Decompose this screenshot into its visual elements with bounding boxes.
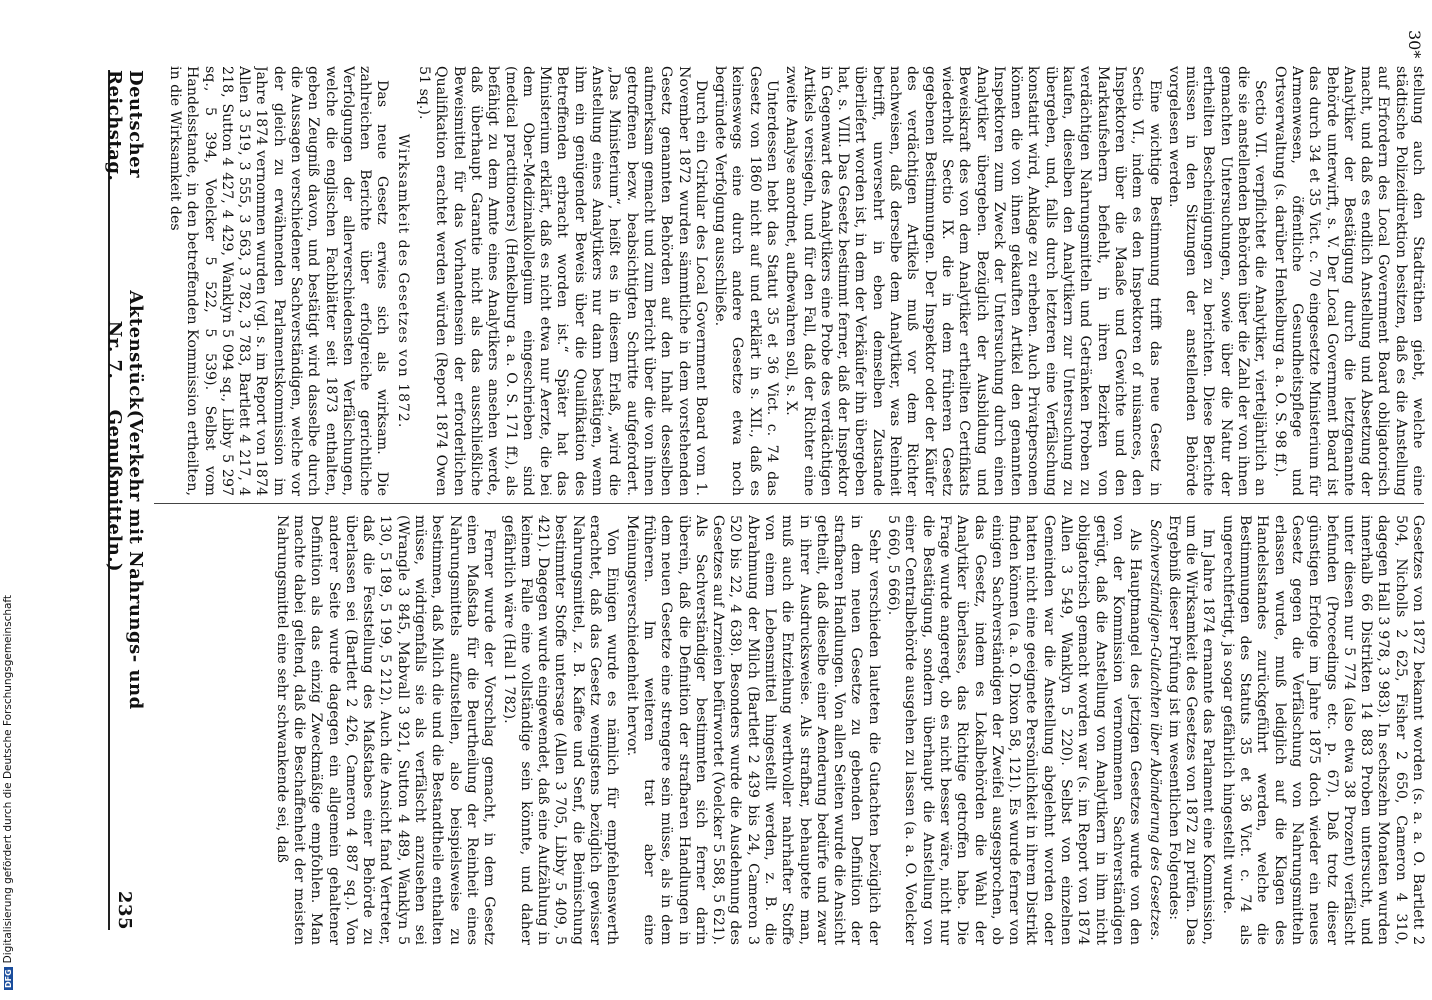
left-column (146, 66, 1432, 496)
paragraph: Im Jahre 1874 ernannte das Parlament eine Kommission, um die Wirksamkeit des Gesetzes von 1872 zu prüfen. Das Ergebniß dieser Prüfung ist im wesentlichen Folgendes: (1165, 515, 1217, 945)
paragraph: Als Hauptmangel des jetzigen Gesetzes wurde von den von der Kommission vernommenen Sachverständigen gerügt, daß die Anstellung von Analytikern in ihm nicht obligatorisch gemacht worden war (s. im Report von 1874 Allen 3 549, Wanklyn 5 220). Selbst von einzelnen Gemeinden war die Anstellung abgelehnt worden oder hatten nicht eine geeignete Persönlichkeit in ihrem Distrikt finden können (a. a. O. Dixon 58, 121). Es wurde ferner von einigen Sachverständigen der Zweifel ausgesprochen, ob das Gesetz, indem es Lokalbehörden die Wahl der Analytiker überlasse, das Richtige getroffen habe. Die Frage wurde angeregt, ob es nicht besser wäre, nicht nur die Bestätigung, sondern überhaupt die Anstellung von einer Centralbehörde ausgehen zu lassen (a. a. O. Voelcker 5 660, 5 666). (885, 515, 1144, 945)
right-column (146, 515, 1432, 945)
paragraph: Ferner wurde der Vorschlag gemacht, in dem Gesetz einen Maßstab für die Beurtheilung der Reinheit eines Nahrungsmittels aufzustellen, also beispielsweise zu bestimmen, daß Milch die und die Bestandtheile enthalten müsse, widrigenfalls sie als verfälscht anzusehen sei (Wrangle 3 845, Mabvall 3 921, Sutton 4 489, Wanklyn 5 130, 5 189, 5 199, 5 212). Auch die Ansicht fand Vertreter, daß die Feststellung des Maßstabes einer Behörde zu überlassen sei (Bartlett 2 426, Cameron 4 887 sq.). Von anderer Seite wurde dagegen ein allgemein gehaltener Definition als das einzig Zweckmäßige empfohlen. Man machte dabei geltend, daß die Beschaffenheit der meisten Nahrungsmittel eine sehr schwankende sei, daß (273, 515, 498, 945)
footer-page-mark: 30* (1405, 30, 1424, 59)
paragraph: Gesetzes von 1872 bekannt worden (s. a. a. O. Bartlett 2 504, Nicholls 2 625, Fisher 2 650, Cameron 4 310, dagegen Hall 3 978, 3 983). In sechszehn Monaten wurden innerhalb 66 Distrikten 14 883 Proben untersucht, und unter diesen nur 5 774 (also etwa 38 Prozent) verfälscht befunden (Proceedings etc. p. 67). Daß trotz dieser günstigen Erfolge im Jahre 1875 doch wieder ein neues Gesetz gegen die Verfälschung von Nahrungsmitteln erlassen wurde, muß lediglich auf die Klagen des Handelsstandes zurückgeführt werden, welche die Bestimmungen des Statuts 35 et 36 Vict. c. 74 als ungerechtfertigt, ja sogar gefährlich hingestellt wurde. (1219, 515, 1426, 945)
paragraph: Sectio VII. verpflichtet die Analytiker, vierteljährlich an die sie anstellenden Behörden über die Zahl der von ihnen gemachten Untersuchungen, sowie über die Natur der ertheilten Bescheinigungen zu berichten. Diese Berichte müssen in den Sitzungen der anstellenden Behörde vorgelesen werden. (1165, 66, 1269, 496)
header-middle: Aktenstück Nr. 7. (104, 290, 146, 410)
digitization-credit (2, 595, 14, 990)
paragraph: Sehr verschieden lauteten die Gutachten bezüglich der in dem neuen Gesetze zu gebenden Definition der strafbaren Handlungen. Von allen Seiten wurde die Ansicht getheilt, daß dieselbe einer Aenderung bedürfe und zwar in ihrer Ausdrucksweise. Als strafbar, behauptete man, muß auch die Entziehung werthvoller nahrhafter Stoffe von einem Lebensmittel hingestellt werden, z. B. die Abrahmung der Milch (Bartlett 2 439 bis 24, Cameron 3 520 bis 22, 4 638). Besonders wurde die Ausdehnung des Gesetzes auf Arzneien befürwortet (Voelcker 5 588, 5 621). Als Sachverständiger bestimmten sich ferner darin überein, daß die Definition der strafbaren Handlungen in dem neuen Gesetze eine strengere sein müsse, als in dem früheren. Im weiteren trat aber eine Meinungsverschiedenheit hervor. (623, 515, 882, 945)
running-header (104, 70, 146, 930)
paragraph: Unterdessen hebt das Statut 35 et 36 Vict. c. 74 das Gesetz von 1860 nicht auf und erklärt in s. XII., daß es keineswegs eine durch andere Gesetze etwa noch begründete Verfolgung ausschließe. (712, 66, 781, 496)
paragraph: stellung auch den Stadträthen giebt, welche eine städtische Polizeidirektion besitzen, daß es die Anstellung auf Erfordern des Local Government Board obligatorisch macht, und daß es endlich Anstellung und Absetzung der Analytiker der Bestätigung durch die letztgenannte Behörde unterwirft, s. V. Der Local Government Board ist das durch 34 et 35 Vict. c. 70 eingesetzte Ministerium für Armenwesen, öffentliche Gesundheitspflege und Ortsverwaltung (s. darüber Henkelburg a. a. O. S. 98 ff.). (1271, 66, 1426, 496)
section-heading: Wirksamkeit des Gesetzes von 1872. (394, 133, 411, 429)
column-divider (154, 503, 1424, 504)
subsection-heading: Sachverständigen-Gutachten über Abänderung des Gesetzes. (1146, 519, 1163, 941)
paragraph: Durch ein Cirkular des Local Government Board vom 1. November 1872 wurden sämmtliche in dem vorstehenden Gesetz genannten Behörden auf den Inhalt desselben aufmerksam gemacht und zum Bericht über die von ihnen getroffenen bezw. beabsichtigten Schritte aufgefordert. „Das Ministerium“, heißt es in diesem Erlaß, „wird die Anstellung eines Analytikers nur dann bestätigen, wenn ihm ein genügender Beweis über die Qualifikation des Betreffenden erbracht worden ist.“ Später hat das Ministerium erklärt, daß es nicht etwa nur Aerzte, die bei dem Ober-Medizinalkollegium eingeschrieben sind (medical practitioners) (Henkelburg a. a. O. S. 171 ff.), als befähigt zu dem Amte eines Analytikers ansehen werde, daß überhaupt Garantie nicht als das ausschließliche Beweismittel für das Vorhandensein der erforderlichen Qualifikation erachtet werden würden (Report 1874 Owen 51 sq.). (416, 66, 709, 496)
paragraph: Von Einigen wurde es nämlich für empfehlenswerth erachtet, daß das Gesetz wenigstens bezüglich gewisser Nahrungsmittel, z. B. Kaffee und Senf, die Beimischung bestimmter Stoffe untersage (Allen 3 705, Libby 5 409, 5 421). Dagegen wurde eingewendet, daß eine Aufzählung in keinem Falle eine vollständige sein könnte, und daher gefährlich wäre (Hall 1 782). (500, 515, 621, 945)
header-right: (Verkehr mit Nahrungs- und Genußmitteln.) (104, 409, 146, 710)
page-number: 235 (114, 890, 136, 930)
paragraph: Das neue Gesetz erwies sich als wirksam. Die zahlreichen Berichte über erfolgreiche gerichtliche Verfolgungen der allerverschiedensten Verfälschungen, welche die englischen Fachblätter seit 1873 enthalten, geben Zeugniß davon, und bestätigt wird dasselbe durch die Aussagen verschiedener Sachverständigen, welche vor der gleich zu erwähnenden Parlamentskommission im Jahre 1874 vernommen wurden (vgl. s. im Report von 1874 Allen 3 519, 3 555, 3 563, 3 782, 3 783, Bartlett 4 217, 4 218, Sutton 4 427, 4 429, Wanklyn 5 094 sq., Libby 5 297 sq., 5 394, Voelcker 5 522, 5 539). Selbst vom Handelsstande, in den betreffenden Kommission ertheilten, in die Wirksamkeit des (166, 66, 391, 496)
credit-text: Digitalisierung gefördert durch die Deutsche Forschungsgemeinschaft (2, 594, 14, 964)
paragraph: Eine wichtige Bestimmung trifft das neue Gesetz in Sectio VI., indem es den Inspektoren of nuisances, den Inspektoren über die Maaße und Gewichte und den Marktaufsehern befiehlt, in ihren Bezirken von verdächtigen Nahrungsmitteln und Getränken Proben zu kaufen, dieselben den Analytikern zur Untersuchung zu übergeben, und, falls durch letzteren eine Verfälschung konstatirt wird, Anklage zu erheben. Auch Privatpersonen können die von ihnen gekauften Artikel den genannten Inspektoren zum Zweck der Untersuchung durch einen Analytiker übergeben. Bezüglich der Ausbildung und Beweiskraft des von dem Analytiker ertheilten Certifikats wiederholt Sectio IX. die in dem früheren Gesetz gegebenen Bestimmungen. Der Inspektor oder der Käufer des verdächtigen Artikels muß vor dem Richter nachweisen, daß derselbe dem Analytiker, was Reinheit betrifft, unversehrt in eben demselben Zustande überliefert worden ist, in dem der Verkäufer ihn übergeben hat, s. VIII. Das Gesetz bestimmt ferner, daß der Inspektor in Gegenwart des Analytikers eine Probe des verdächtigen Artikels versiegeln, und für den Fall, daß der Richter eine zweite Analyse anordnet, aufbewahren soll, s. X. (783, 66, 1163, 496)
dfg-logo-icon: DFG (4, 969, 13, 988)
header-left: Deutscher Reichstag. (104, 70, 146, 182)
